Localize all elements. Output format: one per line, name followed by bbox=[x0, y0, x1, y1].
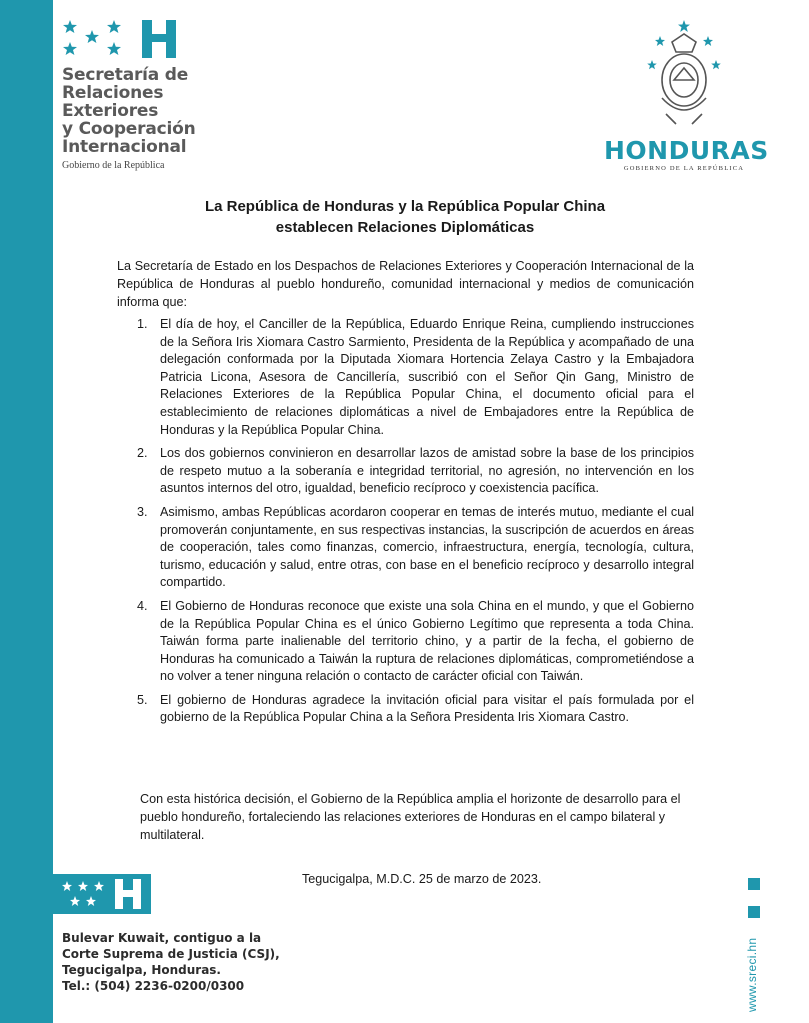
item-number: 3. bbox=[137, 504, 148, 519]
address-line: Tegucigalpa, Honduras. bbox=[62, 963, 221, 977]
document-title bbox=[120, 196, 690, 238]
left-accent-bar bbox=[0, 0, 53, 1023]
website-link[interactable]: www.sreci.hn bbox=[745, 937, 759, 1012]
h-logo-icon bbox=[142, 20, 176, 58]
closing-paragraph: Con esta histórica decisión, el Gobierno de la República amplia el horizonte de desarrollo para el pueblo hondureño, fortaleciendo las relaciones exteriores de Honduras en el campo bilateral y multilateral. bbox=[140, 792, 681, 842]
item-text: Asimismo, ambas Repúblicas acordaron cooperar en temas de interés mutuo, mediante el cual promoverán conjuntamente, en sus respectivas instancias, la suscripción de acuerdos en áreas de cooperación, tales como finanzas, comercio, infraestructura, energía, tecnología, cultura, turismo, educación y salud, entre otras, con base en el beneficio recíproco y desarrollo integral compartido. bbox=[160, 504, 694, 590]
honduras-subtitle: GOBIERNO DE LA REPÚBLICA bbox=[623, 165, 745, 172]
date-line: Tegucigalpa, M.D.C. 25 de marzo de 2023. bbox=[302, 872, 542, 886]
logo-line: Relaciones bbox=[62, 83, 164, 103]
list-item bbox=[117, 692, 694, 727]
square-mark bbox=[748, 906, 760, 918]
honduras-word: HONDURAS bbox=[604, 136, 769, 165]
title-line: La República de Honduras y la República Popular China bbox=[204, 198, 606, 215]
item-number: 1. bbox=[137, 317, 148, 331]
list-item bbox=[117, 504, 694, 592]
address-line: Corte Suprema de Justicia (CSJ), bbox=[62, 947, 280, 961]
list-item bbox=[117, 445, 694, 498]
logo-line: Exteriores bbox=[62, 101, 159, 121]
sreci-subtitle: Gobierno de la República bbox=[62, 160, 165, 171]
coat-of-arms-icon bbox=[604, 18, 764, 136]
item-text: Los dos gobiernos convinieron en desarrollar lazos de amistad sobre la base de los principios de respeto mutuo a la soberanía e integridad territorial, no agresión, no intervención en los asuntos internos del otro, igualdad, beneficio recíproco y coexistencia pacífica. bbox=[160, 446, 694, 496]
intro-paragraph: La Secretaría de Estado en los Despachos de Relaciones Exteriores y Cooperación Internacional de la República de Honduras al pueblo hondureño, comunidad internacional y medios de comunicación informa que: bbox=[117, 259, 694, 309]
logo-line: y Cooperación bbox=[62, 119, 196, 139]
item-number: 4. bbox=[137, 598, 148, 613]
item-text: El Gobierno de Honduras reconoce que existe una sola China en el mundo, y que el Gobierno de la República Popular China es el único Gobierno Legítimo que representa a toda China. Taiwán forma parte inalienable del territorio chino, y a partir de la fecha, el gobierno de Honduras ha comunicado a Taiwán la ruptura de relaciones diplomáticas, comprometiéndose a no volver a tener ninguna relación o contacto de carácter oficial con Taiwán. bbox=[160, 598, 694, 684]
honduras-logo bbox=[604, 18, 769, 178]
list-item bbox=[117, 316, 694, 439]
address-line: Bulevar Kuwait, contiguo a la bbox=[62, 931, 262, 945]
item-text: El gobierno de Honduras agradece la invitación oficial para visitar el país formulada por el gobierno de la República Popular China a la Señora Presidenta Iris Xiomara Castro. bbox=[160, 692, 694, 725]
title-line: establecen Relaciones Diplomáticas bbox=[275, 219, 535, 236]
sreci-name bbox=[62, 66, 262, 156]
footer-logo bbox=[53, 874, 151, 914]
logo-line: Secretaría de bbox=[62, 65, 189, 85]
stars-icon bbox=[62, 18, 132, 58]
list-item bbox=[117, 598, 694, 686]
address-line: Tel.: (504) 2236-0200/0300 bbox=[62, 979, 245, 993]
item-number: 2. bbox=[137, 446, 148, 461]
square-mark bbox=[748, 878, 760, 890]
statement-list bbox=[117, 316, 694, 733]
item-number: 5. bbox=[137, 692, 148, 707]
logo-line: Internacional bbox=[62, 137, 187, 157]
footer-h-logo-icon bbox=[53, 874, 151, 914]
item-text: El día de hoy, el Canciller de la República, Eduardo Enrique Reina, cumpliendo instrucciones de la Señora Iris Xiomara Castro Sarmiento, Presidenta de la República y acompañado de una delegación conformada por la Diputada Xiomara Hortencia Zelaya Castro y la Embajadora Patricia Licona, Asesora de Cancillería, suscribió con el Señor Qin Gang, Ministro de Relaciones Exteriores de la República Popular China, el documento oficial para el establecimiento de relaciones diplomáticas a nivel de Embajadores entre la República de Honduras y la República Popular China. bbox=[160, 317, 694, 437]
footer-address bbox=[62, 930, 362, 994]
